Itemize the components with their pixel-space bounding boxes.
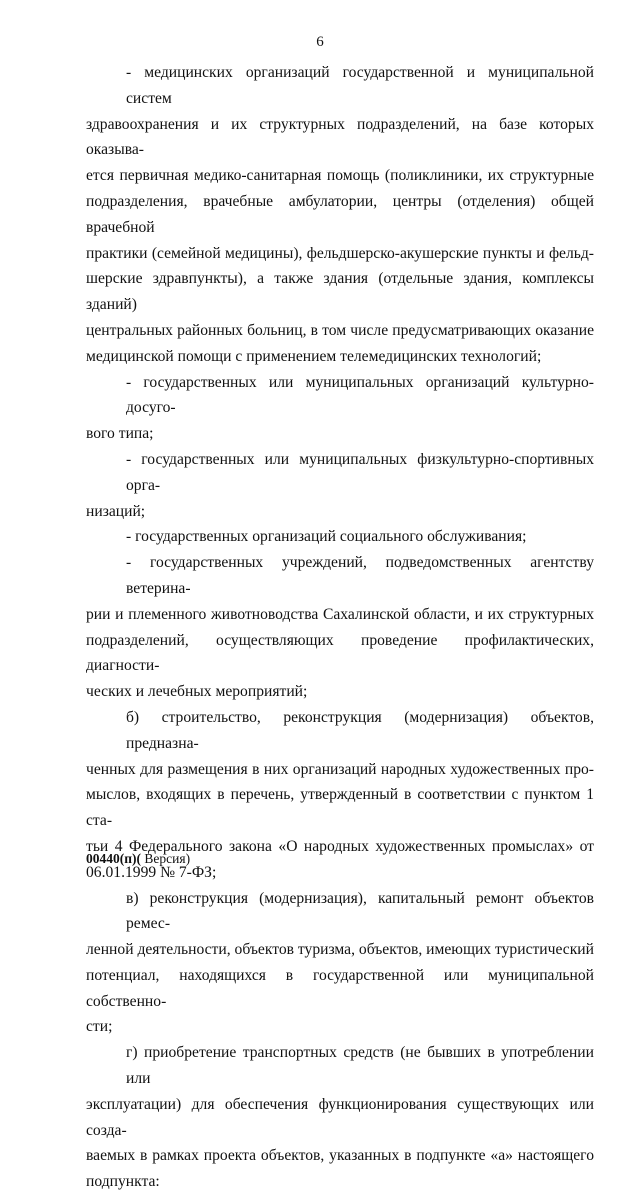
footer-doc-code: 00440(п)( [86, 851, 142, 866]
text-line: б) строительство, реконструкция (модернизация) объектов, предназна- [126, 708, 594, 752]
text-line: рии и племенного животноводства Сахалинской области, и их структурных [86, 605, 594, 623]
text-line: подразделения, врачебные амбулатории, центры (отделения) общей врачебной [86, 192, 594, 236]
text-line: ческих и лечебных мероприятий; [86, 683, 308, 701]
text-line: подразделений, осуществляющих проведение профилактических, диагности- [86, 631, 594, 675]
text-line: ется первичная медико-санитарная помощь (поликлиники, их структурные [86, 167, 594, 185]
footer-version: Версия) [141, 851, 191, 866]
text-line: потенциал, находящихся в государственной или муниципальной собственно- [86, 966, 594, 1010]
text-line: - государственных учреждений, подведомственных агентству ветерина- [126, 554, 594, 597]
text-line: эксплуатации) для обеспечения функционирования существующих или созда- [86, 1095, 594, 1139]
paragraph [86, 1040, 594, 1195]
text-line: ченных для размещения в них организаций народных художественных про- [86, 760, 594, 778]
text-line: тьи 4 Федерального закона «О народных художественных промыслах» от [86, 837, 594, 855]
text-line: шерские здравпункты), а также здания (отдельные здания, комплексы зданий) [86, 270, 594, 314]
text-line: г) приобретение транспортных средств (не бывших в употреблении или [126, 1044, 594, 1088]
text-line: подпункта: [86, 1173, 160, 1191]
paragraph [86, 370, 594, 447]
page-number: 6 [316, 34, 324, 50]
text-line: медицинской помощи с применением телемедицинских технологий; [86, 347, 542, 365]
document-footer [86, 851, 190, 867]
text-line: 06.01.1999 № 7-ФЗ; [86, 863, 217, 881]
text-line: сти; [86, 1018, 113, 1036]
text-line: - государственных или муниципальных организаций культурно-досуго- [126, 373, 594, 417]
paragraph [86, 886, 594, 1041]
text-line: здравоохранения и их структурных подразделений, на базе которых оказыва- [86, 115, 594, 159]
text-line: мыслов, входящих в перечень, утвержденный в соответствии с пунктом 1 ста- [86, 786, 594, 830]
text-line: - медицинских организаций государственной и муниципальной систем [126, 64, 594, 107]
document-body [86, 60, 594, 1195]
text-line: центральных районных больниц, в том числе предусматривающих оказание [86, 321, 594, 339]
text-line: практики (семейной медицины), фельдшерско-акушерские пункты и фельд- [86, 244, 594, 262]
text-line: вого типа; [86, 425, 154, 443]
paragraph [86, 447, 594, 524]
text-line: - государственных или муниципальных физкультурно-спортивных орга- [126, 450, 594, 494]
paragraph [86, 60, 594, 370]
text-line: ваемых в рамках проекта объектов, указанных в подпункте «а» настоящего [86, 1147, 594, 1165]
text-line: низаций; [86, 502, 146, 520]
paragraph [86, 550, 594, 705]
text-line: - государственных организаций социального обслуживания; [126, 528, 527, 546]
paragraph [86, 524, 594, 550]
text-line: ленной деятельности, объектов туризма, объектов, имеющих туристический [86, 941, 594, 959]
text-line: в) реконструкция (модернизация), капитальный ремонт объектов ремес- [126, 889, 594, 933]
